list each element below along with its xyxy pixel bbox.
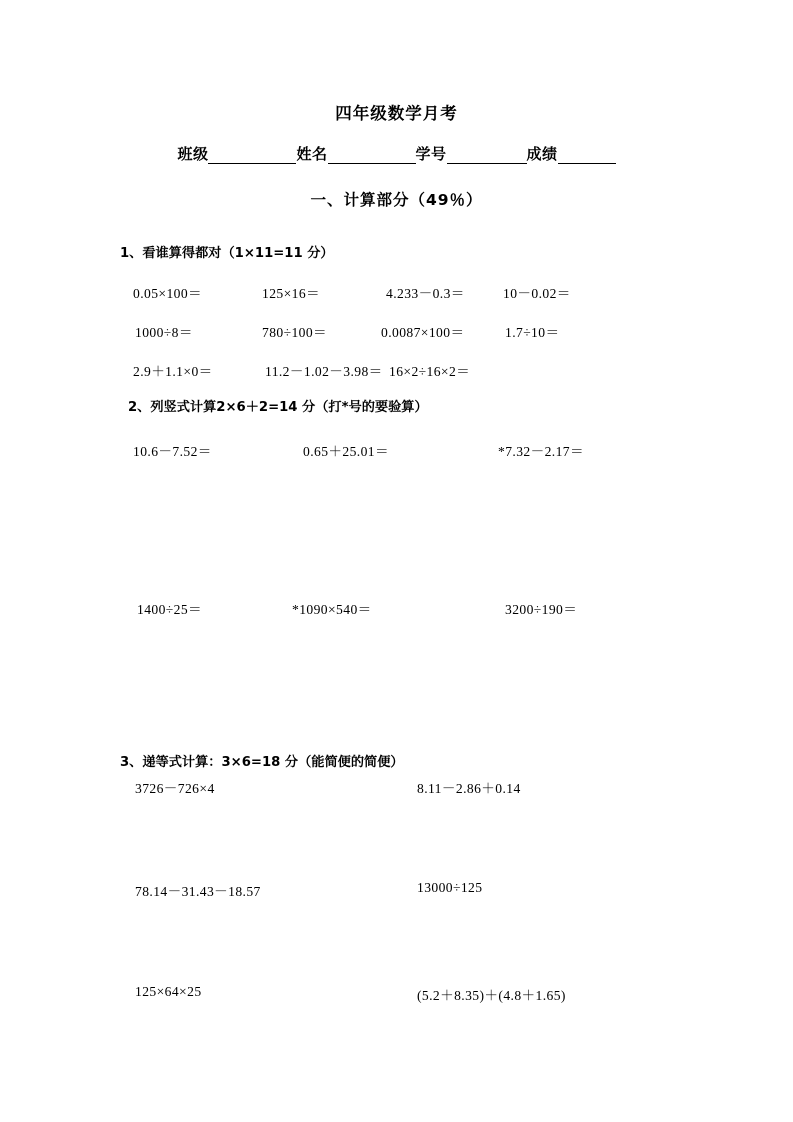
q3-item: 3726－726×4 <box>135 781 215 796</box>
q1-item: 11.2－1.02－3.98＝ <box>265 364 383 379</box>
label-id: 学号 <box>415 145 447 163</box>
page-title: 四年级数学月考 <box>335 104 458 123</box>
label-score: 成绩 <box>526 145 558 163</box>
q2-item: 0.65＋25.01＝ <box>303 444 389 459</box>
label-name: 姓名 <box>296 145 328 163</box>
label-class: 班级 <box>177 145 209 163</box>
q1-item: 125×16＝ <box>262 286 321 301</box>
q3-item: (5.2＋8.35)＋(4.8＋1.65) <box>417 988 566 1003</box>
name-blank[interactable] <box>328 148 416 164</box>
q3-item: 78.14－31.43－18.57 <box>135 884 261 899</box>
q1-item: 0.05×100＝ <box>133 286 203 301</box>
q2-item: 3200÷190＝ <box>505 602 578 617</box>
q2-item: 10.6－7.52＝ <box>133 444 212 459</box>
student-info-line <box>0 143 793 164</box>
score-blank[interactable] <box>558 148 616 164</box>
q2-item: *7.32－2.17＝ <box>498 444 584 459</box>
question-1-header: 1、看谁算得都对（1×11=11 分） <box>120 246 334 261</box>
id-blank[interactable] <box>447 148 527 164</box>
q1-item: 780÷100＝ <box>262 325 328 340</box>
question-3-header: 3、递等式计算：3×6=18 分（能简便的简便） <box>120 755 404 770</box>
q1-item: 4.233－0.3＝ <box>386 286 465 301</box>
q3-item: 8.11－2.86＋0.14 <box>417 781 521 796</box>
class-blank[interactable] <box>208 148 296 164</box>
q1-item: 0.0087×100＝ <box>381 325 465 340</box>
q3-item: 13000÷125 <box>417 880 483 895</box>
q2-item: *1090×540＝ <box>292 602 372 617</box>
q1-item: 1000÷8＝ <box>135 325 193 340</box>
q2-item: 1400÷25＝ <box>137 602 203 617</box>
section-one-heading: 一、计算部分（49％） <box>310 191 483 209</box>
question-2-header: 2、列竖式计算2×6＋2=14 分（打*号的要验算） <box>128 400 428 415</box>
q1-item: 2.9＋1.1×0＝ <box>133 364 213 379</box>
q1-item: 1.7÷10＝ <box>505 325 560 340</box>
q1-item: 16×2÷16×2＝ <box>389 364 471 379</box>
q1-item: 10－0.02＝ <box>503 286 571 301</box>
q3-item: 125×64×25 <box>135 984 202 999</box>
